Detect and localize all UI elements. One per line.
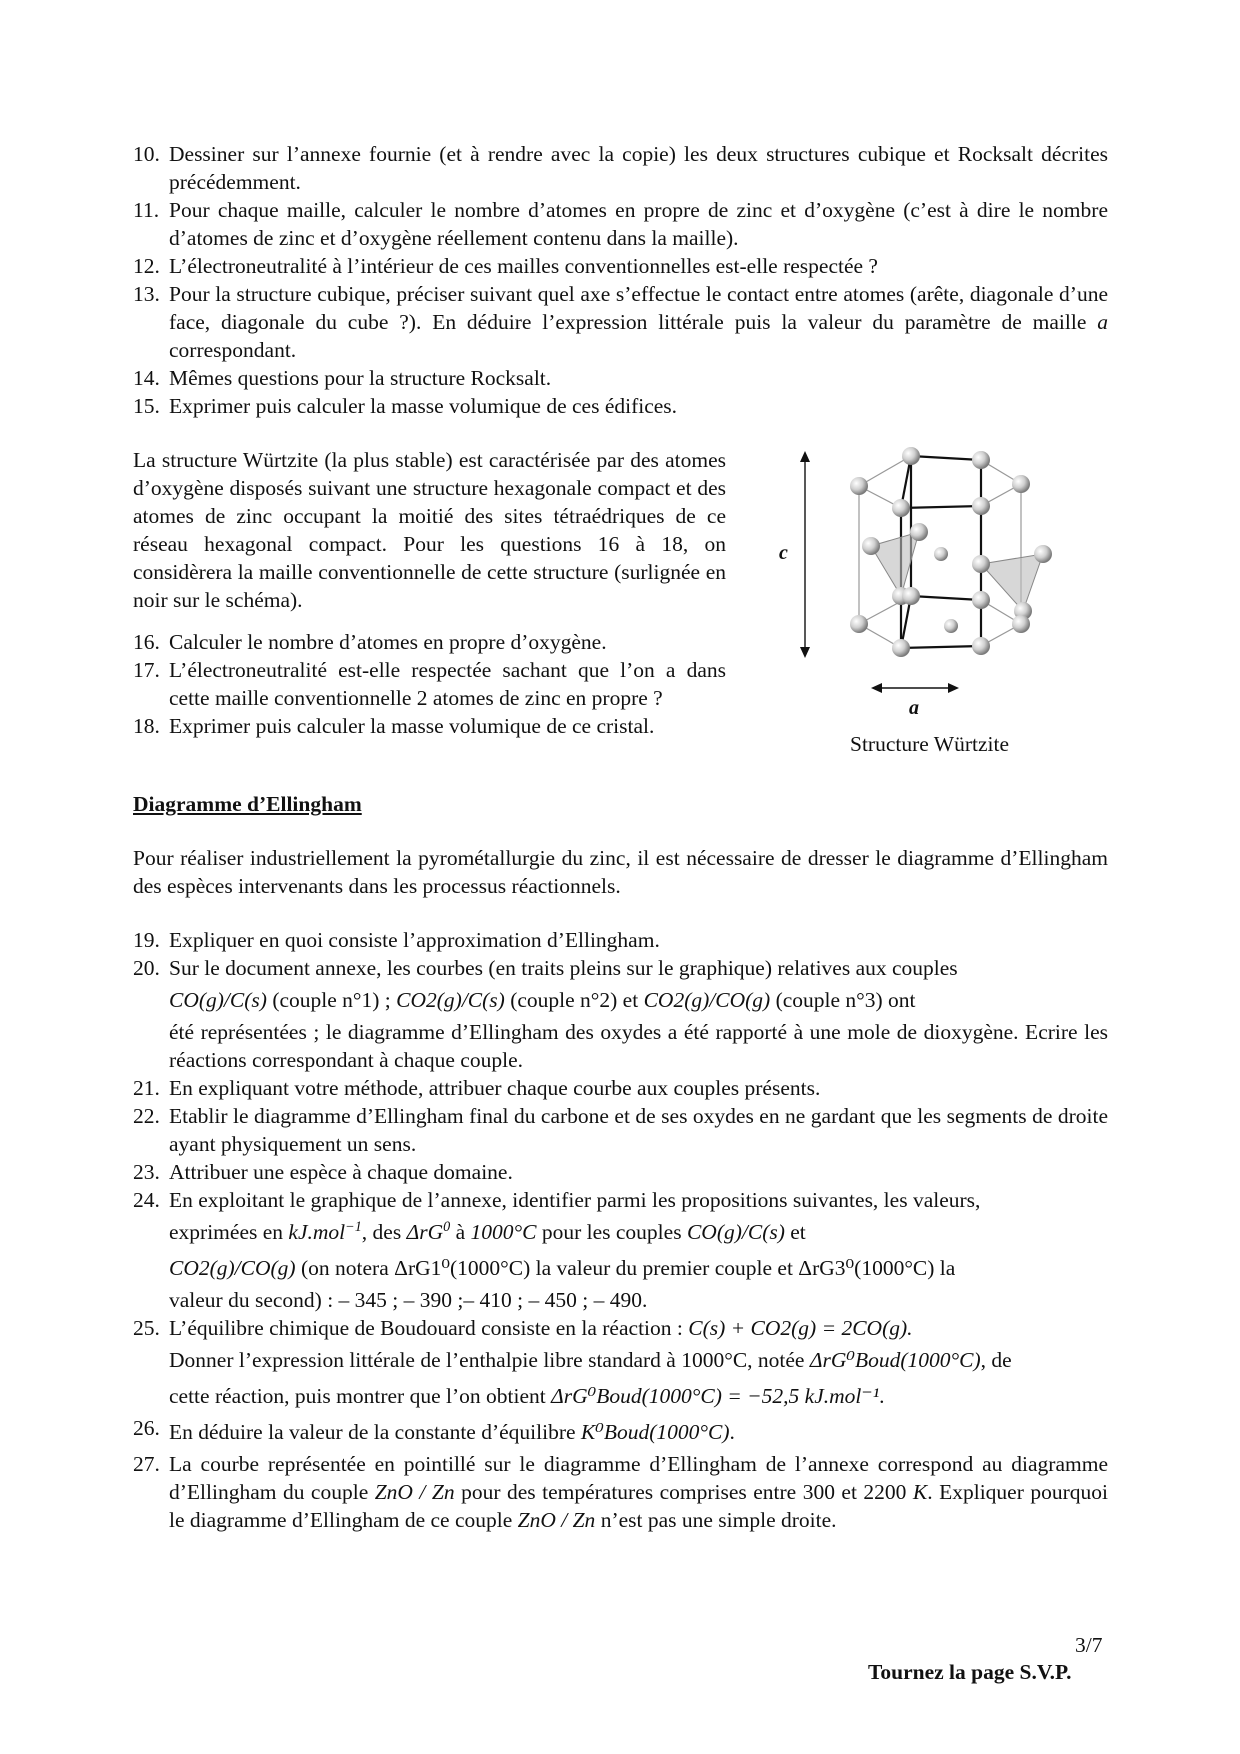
question-list-part1 — [133, 140, 1108, 420]
question-text: L’électroneutralité est-elle respectée sachant que l’on a dans cette maille conventionnelle 2 atomes de zinc en propre ? — [169, 658, 726, 710]
question-text: Attribuer une espèce à chaque domaine. — [169, 1160, 513, 1184]
question-number: 17. — [133, 658, 160, 682]
wurtzite-text — [133, 446, 726, 740]
page-content — [133, 140, 1108, 1534]
atom — [902, 447, 920, 465]
unit-text: kJ.mol — [288, 1220, 346, 1244]
question-26 — [133, 1414, 1108, 1450]
question-number: 24. — [133, 1188, 160, 1212]
question-14 — [133, 364, 1108, 392]
question-13 — [133, 280, 1108, 364]
figure-caption: Structure Würtzite — [849, 732, 1009, 756]
values-text: valeur du second) : – 345 ; – 390 ;– 410 ; – 450 ; – 490. — [169, 1288, 648, 1312]
question-number: 21. — [133, 1076, 160, 1100]
question-text-a: La courbe représentée en pointillé sur le diagramme d’Ellingham de l’annexe correspond au diagramme d’Ellingham du couple — [169, 1452, 1108, 1504]
label-a: a — [909, 697, 919, 719]
word: , des — [361, 1220, 402, 1244]
delta-g-boud-value: ΔrG⁰Boud(1000°C) = −52,5 kJ.mol⁻¹ — [551, 1384, 880, 1408]
question-text-d: n’est pas une simple droite. — [595, 1508, 837, 1532]
wurtzite-block — [133, 446, 1108, 776]
atom — [850, 615, 868, 633]
temperature: 1000°C — [470, 1220, 537, 1244]
question-text: En déduire la valeur de la constante d’équilibre — [169, 1420, 581, 1444]
c-arrow-head-top — [800, 451, 810, 462]
label-c: c — [779, 542, 788, 564]
atom — [972, 591, 990, 609]
question-number: 20. — [133, 956, 160, 980]
question-text: Pour chaque maille, calculer le nombre d’atomes en propre de zinc et d’oxygène (c’est à dire le nombre d’atomes de zinc et d’oxygène réellement contenu dans la maille). — [169, 198, 1108, 250]
units-line — [169, 1214, 1108, 1250]
wurtzite-figure — [751, 446, 1108, 776]
delta-g-sup: 0 — [443, 1218, 451, 1235]
unit-kelvin: K — [912, 1480, 928, 1504]
question-text-line1: Sur le document annexe, les courbes (en traits pleins sur le graphique) relatives aux couples — [169, 956, 958, 980]
atom — [862, 537, 880, 555]
couple-1-formula: CO(g)/C(s) — [169, 988, 267, 1012]
question-number: 11. — [133, 198, 160, 222]
tetrahedron-right — [981, 554, 1043, 611]
question-number: 12. — [133, 254, 160, 278]
question-number: 10. — [133, 142, 160, 166]
couples-line — [169, 982, 1108, 1018]
question-18 — [133, 712, 726, 740]
text: . — [729, 1420, 735, 1444]
delta-g-boud-symbol: ΔrG⁰Boud(1000°C) — [809, 1348, 981, 1372]
atom — [972, 637, 990, 655]
question-16 — [133, 628, 726, 656]
question-number: 26. — [133, 1416, 160, 1440]
question-17 — [133, 656, 726, 712]
atom — [934, 547, 948, 561]
question-25 — [133, 1314, 1108, 1414]
question-text-b: correspondant. — [169, 338, 297, 362]
question-text: L’électroneutralité à l’intérieur de ces mailles conventionnelles est-elle respectée ? — [169, 254, 878, 278]
couple-3-label: (couple n°3) ont — [775, 988, 916, 1012]
wurtzite-paragraph: La structure Würtzite (la plus stable) est caractérisée par des atomes d’oxygène disposés suivant une structure hexagonale compact et des atomes de zinc occupant la moitié des sites tétraédriques de ce réseau hexagonal compact. Pour les questions 16 à 18, on considèrera la maille conventionnelle de cette structure (surlignée en noir sur le schéma). — [133, 448, 726, 612]
text: cette réaction, puis montrer que l’on obtient — [169, 1384, 552, 1408]
question-text: En expliquant votre méthode, attribuer chaque courbe aux couples présents. — [169, 1076, 821, 1100]
question-text: Exprimer puis calculer la masse volumique de ce cristal. — [169, 714, 655, 738]
question-text: Exprimer puis calculer la masse volumique de ces édifices. — [169, 394, 678, 418]
boudouard-reaction: C(s) + CO2(g) = 2CO(g). — [688, 1316, 913, 1340]
couple-2-formula: CO2(g)/C(s) — [396, 988, 505, 1012]
question-text: Etablir le diagramme d’Ellingham final du carbone et de ses oxydes en ne gardant que les segments de droite ayant physiquement un sens. — [169, 1104, 1108, 1156]
question-23 — [133, 1158, 1108, 1186]
question-list-wurtzite — [133, 628, 726, 740]
question-20 — [133, 954, 1108, 1074]
unit-kj-mol — [288, 1220, 361, 1244]
question-list-ellingham — [133, 926, 1108, 1534]
atom — [892, 499, 910, 517]
a-arrow-head-right — [948, 683, 959, 693]
question-text: Calculer le nombre d’atomes en propre d’oxygène. — [169, 630, 607, 654]
word: pour — [541, 1220, 582, 1244]
a-arrow-head-left — [871, 683, 882, 693]
couple-1-label: (couple n°1) ; — [272, 988, 391, 1012]
delta-g-symbol — [407, 1220, 451, 1244]
text: Donner l’expression littérale de l’enthalpie libre standard à 1000°C, notée — [169, 1348, 810, 1372]
question-text-b: pour des températures comprises entre 300 et 2200 — [454, 1480, 913, 1504]
atom — [910, 523, 928, 541]
question-27 — [133, 1450, 1108, 1534]
word: exprimées — [169, 1220, 258, 1244]
atom — [944, 619, 958, 633]
word: couples — [615, 1220, 682, 1244]
section-title: Diagramme d’Ellingham — [133, 792, 362, 816]
word: à — [455, 1220, 466, 1244]
text: . — [879, 1384, 885, 1408]
atom — [972, 451, 990, 469]
atom — [902, 587, 920, 605]
couple-3-formula: CO2(g)/CO(g) — [643, 988, 771, 1012]
page-number: 3/7 — [1075, 1633, 1103, 1657]
word: en — [262, 1220, 284, 1244]
question-number: 25. — [133, 1316, 160, 1340]
question-12 — [133, 252, 1108, 280]
unit-exponent: −1 — [345, 1218, 362, 1235]
turn-page-note: Tournez la page S.V.P. — [868, 1660, 1072, 1684]
atom — [1034, 545, 1052, 563]
question-10 — [133, 140, 1108, 196]
question-21 — [133, 1074, 1108, 1102]
question-text-c: . Expliquer pourquoi le diagramme d’Ellingham de ce couple — [169, 1480, 1108, 1532]
question-11 — [133, 196, 1108, 252]
couple-zno-zn: ZnO / Zn — [374, 1480, 455, 1504]
question-19 — [133, 926, 1108, 954]
couple-zno-zn: ZnO / Zn — [517, 1508, 596, 1532]
atom — [1012, 615, 1030, 633]
question-15 — [133, 392, 1108, 420]
q25-line2 — [169, 1342, 1108, 1378]
atom — [1012, 475, 1030, 493]
intro-paragraph: Pour réaliser industriellement la pyrométallurgie du zinc, il est nécessaire de dresser le diagramme d’Ellingham des espèces intervenants dans les processus réactionnels. — [133, 846, 1108, 898]
atom — [972, 497, 990, 515]
variable-a: a — [1097, 310, 1108, 334]
word: et — [790, 1220, 806, 1244]
question-text: Mêmes questions pour la structure Rocksalt. — [169, 366, 552, 390]
question-text-rest: été représentées ; le diagramme d’Ellingham des oxydes a été rapporté à une mole de dioxygène. Ecrire les réactions correspondant à chaque couple. — [169, 1020, 1108, 1072]
wurtzite-diagram — [751, 446, 1108, 726]
question-number: 13. — [133, 282, 160, 306]
question-text-line1: En exploitant le graphique de l’annexe, identifier parmi les propositions suivantes, les valeurs, — [169, 1188, 981, 1212]
question-22 — [133, 1102, 1108, 1158]
question-text: Dessiner sur l’annexe fournie (et à rendre avec la copie) les deux structures cubique et Rocksalt décrites précédemment. — [169, 142, 1108, 194]
question-number: 16. — [133, 630, 160, 654]
q25-line3 — [169, 1378, 1108, 1414]
question-number: 19. — [133, 928, 160, 952]
question-number: 15. — [133, 394, 160, 418]
c-arrow-head-bottom — [800, 647, 810, 658]
couple-a-formula: CO(g)/C(s) — [686, 1220, 785, 1244]
delta-g-text: ΔrG — [406, 1220, 444, 1244]
question-number: 22. — [133, 1104, 160, 1128]
question-24 — [133, 1186, 1108, 1314]
notation-line — [169, 1250, 1108, 1286]
question-number: 27. — [133, 1452, 160, 1476]
couple-2-label: (couple n°2) et — [510, 988, 639, 1012]
question-text-line1: L’équilibre chimique de Boudouard consiste en la réaction : — [169, 1316, 689, 1340]
question-text-a: Pour la structure cubique, préciser suivant quel axe s’effectue le contact entre atomes (arête, diagonale d’une face, diagonale du cube ?). En déduire l’expression littérale puis la valeur du paramètre de maille — [169, 282, 1108, 334]
question-text: Expliquer en quoi consiste l’approximation d’Ellingham. — [169, 928, 660, 952]
k-boud-symbol: K⁰Boud(1000°C) — [580, 1420, 730, 1444]
text: , de — [980, 1348, 1012, 1372]
question-number: 18. — [133, 714, 160, 738]
atom — [850, 477, 868, 495]
notation-text: (on notera ΔrG1⁰(1000°C) la valeur du premier couple et ΔrG3⁰(1000°C) la — [300, 1256, 956, 1280]
question-number: 23. — [133, 1160, 160, 1184]
word: les — [586, 1220, 611, 1244]
atom — [972, 555, 990, 573]
atom — [892, 639, 910, 657]
couple-b-formula: CO2(g)/CO(g) — [169, 1256, 296, 1280]
question-number: 14. — [133, 366, 160, 390]
